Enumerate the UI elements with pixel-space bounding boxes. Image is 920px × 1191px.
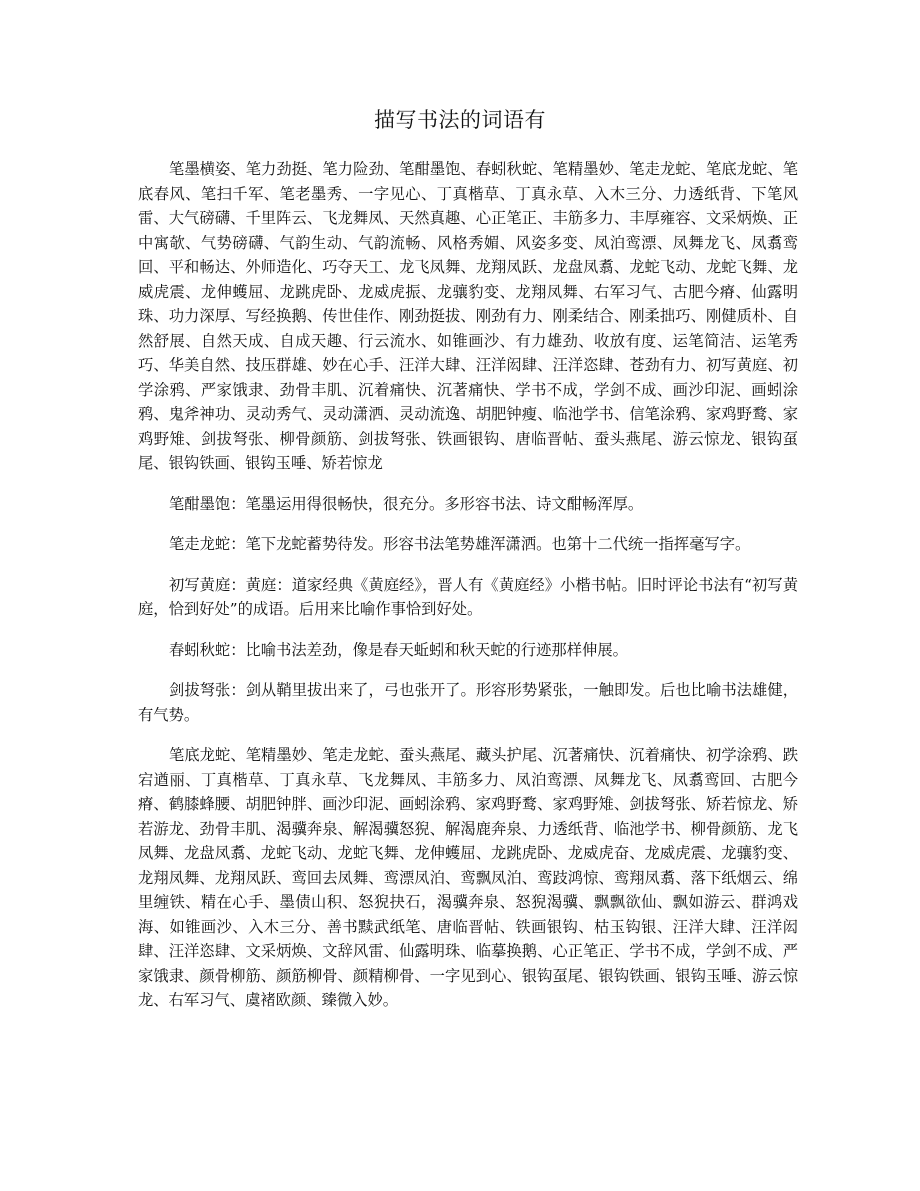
paragraph-bihan-mobao: 笔酣墨饱：笔墨运用得很畅快，很充分。多形容书法、诗文酣畅浑厚。 (169, 494, 644, 513)
paragraph-bizou-longshe: 笔走龙蛇：笔下龙蛇蓄势待发。形容书法笔势雄浑潇洒。也第十二代统一指挥毫写字。 (169, 535, 751, 553)
paragraph-chunyin-qiushe: 春蚓秋蛇：比喻书法差劲，像是春天蚯蚓和秋天蛇的行迹那样伸展。 (169, 640, 628, 659)
paragraph-jianba-nuzhang: 剑拔弩张：剑从鞘里拔出来了，弓也张开了。形容形势紧张，一触即发。后也比喻书法雄健，有气势。 (138, 681, 798, 724)
paragraph-word-list-2: 笔底龙蛇、笔精墨妙、笔走龙蛇、蚕头燕尾、藏头护尾、沉著痛快、沉着痛快、初学涂鸦、跌宕遒丽、丁真楷草、丁真永草、飞龙舞凤、丰筋多力、凤泊鸾漂、凤舞龙飞、凤翥鸾回、古肥今瘠、鹤膝蜂腰、胡肥钟胖、画沙印泥、画蚓涂鸦、家鸡野鹜、家鸡野雉、剑拔弩张、矫若惊龙、矫若游龙、劲骨丰肌、渴骥奔泉、解渴骥怒猊、解渴鹿奔泉、力透纸背、临池学书、柳骨颜筋、龙飞凤舞、龙盘凤翥、龙蛇飞动、龙蛇飞舞、龙伸蠖屈、龙跳虎卧、龙威虎奋、龙威虎震、龙骧豹变、龙翔凤舞、龙翔凤跃、鸾回去凤舞、鸾漂凤泊、鸾飘凤泊、鸾跂鸿惊、鸾翔凤翥、落下纸烟云、绵里缠铁、精在心手、墨债山积、怒猊抉石，渴骥奔泉、怒猊渴骥、飘飘欲仙、飘如游云、群鸿戏海、如锥画沙、入木三分、善书黩武纸笔、唐临晋帖、铁画银钩、枯玉钩银、汪洋大肆、汪洋闳肆、汪洋恣肆、文采炳焕、文辞风雷、仙露明珠、临摹换鹅、心正笔正、学书不成，学剑不成、严家饿隶、颜骨柳筋、颜筋柳骨、颜精柳骨、一字见到心、银钩虿尾、银钩铁画、银钩玉唾、游云惊龙、右军习气、虞褚欧颜、臻微入妙。 (138, 746, 798, 1009)
document-body (138, 157, 798, 1029)
paragraph-chuxie-huangting: 初写黄庭：黄庭：道家经典《黄庭经》，晋人有《黄庭经》小楷书帖。旧时评论书法有“初写黄庭，恰到好处”的成语。后用来比喻作事恰到好处。 (138, 575, 798, 618)
document-title: 描写书法的词语有 (374, 108, 546, 132)
paragraph-word-list: 笔墨横姿、笔力劲挺、笔力险劲、笔酣墨饱、春蚓秋蛇、笔精墨妙、笔走龙蛇、笔底龙蛇、笔底春风、笔扫千军、笔老墨秀、一字见心、丁真楷草、丁真永草、入木三分、力透纸背、下笔风雷、大气磅礴、千里阵云、飞龙舞凤、天然真趣、心正笔正、丰筋多力、丰厚雍容、文采炳焕、正中寓欹、气势磅礴、气韵生动、气韵流畅、风格秀媚、风姿多变、凤泊鸾漂、凤舞龙飞、凤翥鸾回、平和畅达、外师造化、巧夺天工、龙飞凤舞、龙翔凤跃、龙盘凤翥、龙蛇飞动、龙蛇飞舞、龙威虎震、龙伸蠖屈、龙跳虎卧、龙威虎振、龙骧豹变、龙翔凤舞、右军习气、古肥今瘠、仙露明珠、功力深厚、写经换鹅、传世佳作、刚劲挺拔、刚劲有力、刚柔结合、刚柔拙巧、刚健质朴、自然舒展、自然天成、自成天趣、行云流水、如锥画沙、有力雄劲、收放有度、运笔简洁、运笔秀巧、华美自然、技压群雄、妙在心手、汪洋大肆、汪洋闳肆、汪洋恣肆、苍劲有力、初写黄庭、初学涂鸦、严家饿隶、劲骨丰肌、沉着痛快、沉著痛快、学书不成，学剑不成、画沙印泥、画蚓涂鸦、鬼斧神功、灵动秀气、灵动潇洒、灵动流逸、胡肥钟瘦、临池学书、信笔涂鸦、家鸡野鹜、家鸡野雉、剑拔弩张、柳骨颜筋、剑拔弩张、铁画银钩、唐临晋帖、蚕头燕尾、游云惊龙、银钩虿尾、银钩铁画、银钩玉唾、矫若惊龙 (138, 160, 798, 472)
